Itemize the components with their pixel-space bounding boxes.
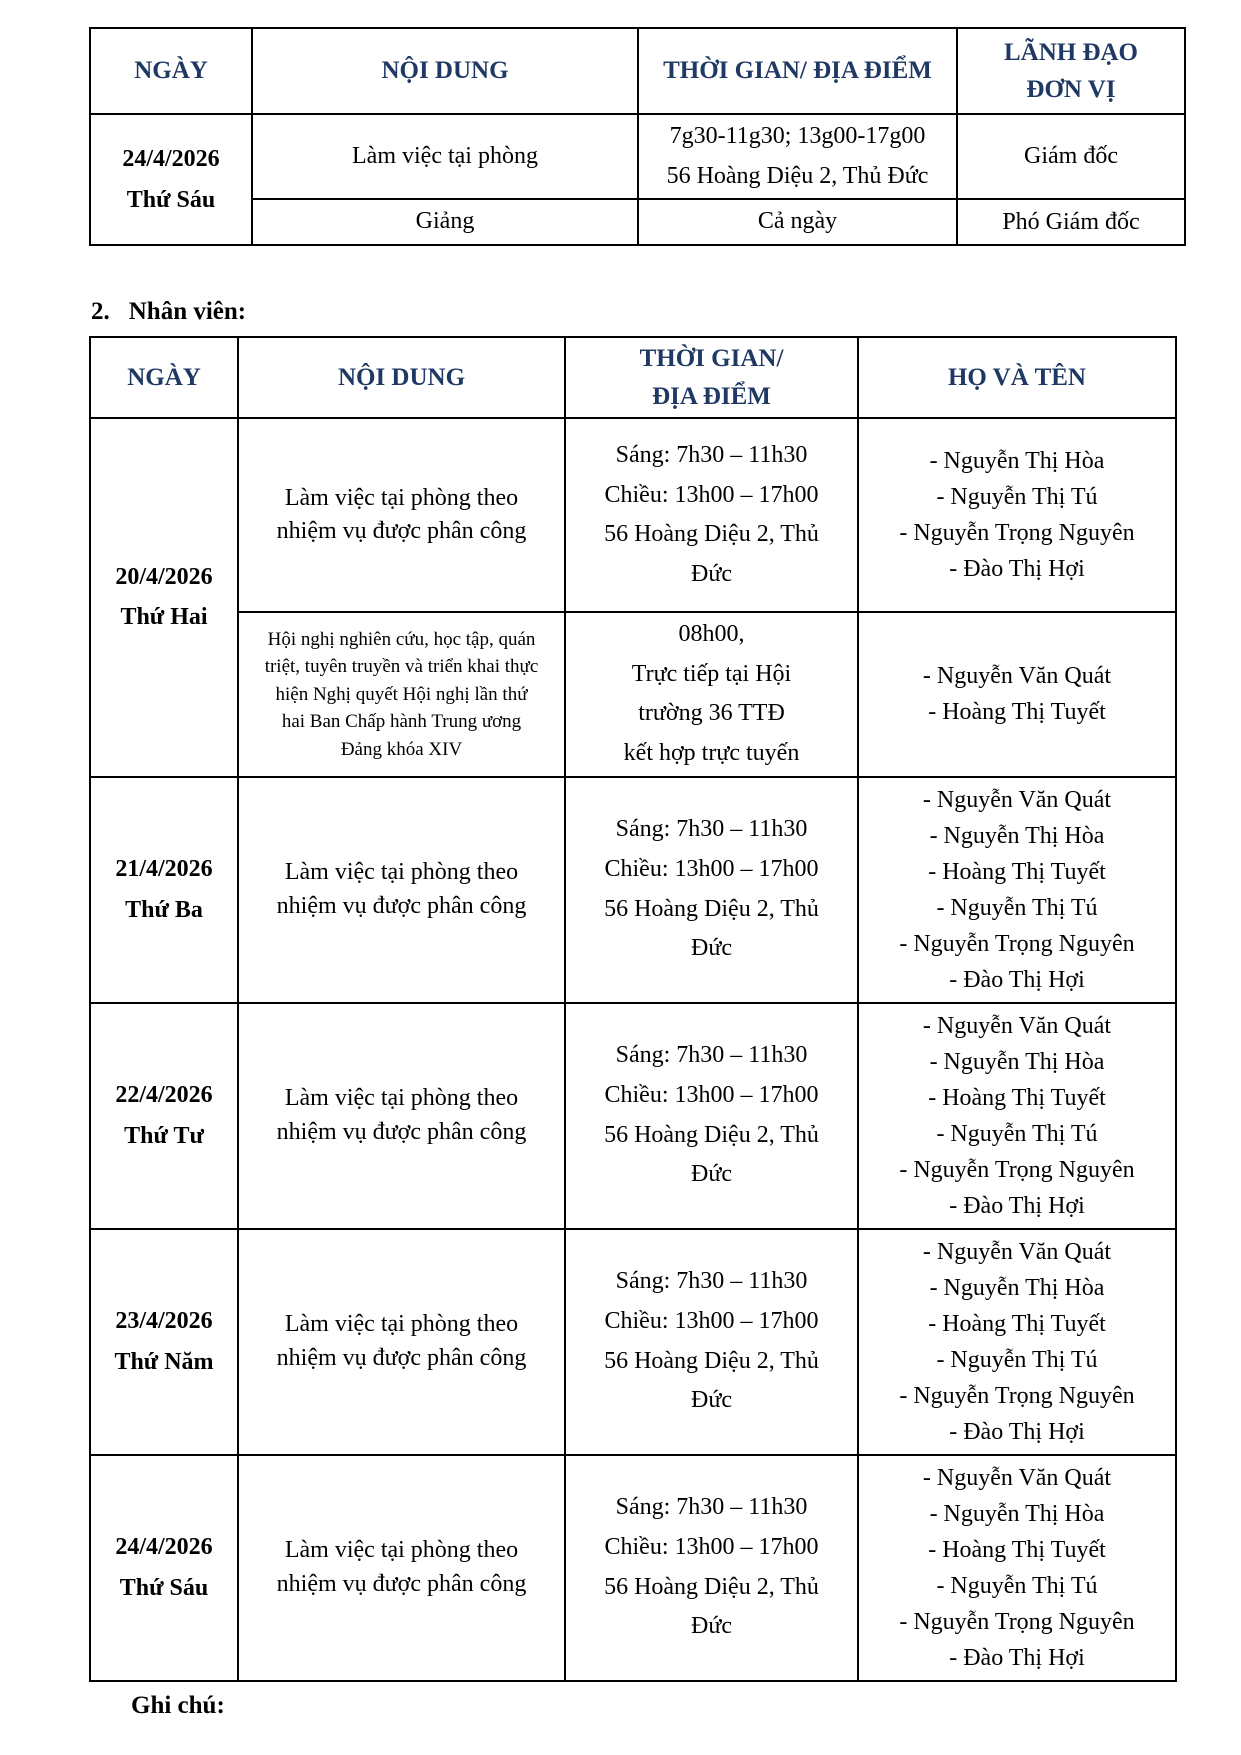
staff-names-cell [858, 1455, 1176, 1681]
note-label: Ghi chú: [131, 1691, 225, 1719]
person-name: - Nguyễn Thị Tú [936, 1572, 1098, 1599]
leader-col-header-leader [957, 28, 1185, 114]
staff-names-cell [858, 1229, 1176, 1455]
leader-content-cell [252, 114, 638, 199]
person-name: - Nguyễn Thị Tú [936, 484, 1098, 511]
staff-content-cell [238, 1229, 565, 1455]
person-name: - Đào Thị Hợi [949, 556, 1085, 583]
time-line: kết hợp trực tuyến [623, 739, 800, 766]
person-name: - Nguyễn Trọng Nguyên [899, 520, 1135, 547]
leader-schedule-table [89, 27, 1186, 246]
leader-date-cell [90, 114, 252, 245]
time-line: Chiều: 13h00 – 17h00 [604, 1307, 819, 1334]
person-name: - Đào Thị Hợi [949, 966, 1085, 993]
staff-row-wednesday [90, 1003, 1176, 1229]
time-line: Trực tiếp tại Hội [631, 660, 792, 687]
person-name: - Hoàng Thị Tuyết [928, 1536, 1106, 1563]
header-line: ĐỊA ĐIỂM [652, 382, 771, 410]
staff-table-header-row [90, 337, 1176, 418]
staff-row-monday-office [90, 418, 1176, 612]
staff-row-tuesday [90, 777, 1176, 1003]
staff-content-cell [238, 612, 565, 776]
staff-names-cell [858, 612, 1176, 776]
weekday-text: Thứ Năm [114, 1348, 214, 1375]
content-line: nhiệm vụ được phân công [276, 892, 527, 919]
staff-date-cell [90, 1229, 238, 1455]
person-name: - Nguyễn Thị Hòa [929, 1048, 1105, 1075]
leader-col-header-time: THỜI GIAN/ ĐỊA ĐIỂM [638, 28, 957, 114]
leader-content-cell [252, 199, 638, 245]
time-line: Sáng: 7h30 – 11h30 [615, 442, 808, 468]
time-line: Sáng: 7h30 – 11h30 [615, 1494, 808, 1521]
staff-schedule-table [89, 336, 1177, 1681]
staff-row-friday [90, 1455, 1176, 1681]
leader-table-header-row [90, 28, 1185, 114]
time-line: 56 Hoàng Diệu 2, Thủ [604, 521, 819, 548]
staff-content-cell [238, 418, 565, 612]
time-line: Chiều: 13h00 – 17h00 [604, 1533, 819, 1560]
content-line: Làm việc tại phòng theo [284, 484, 519, 511]
weekday-text: Thứ Ba [125, 896, 203, 923]
leader-time-cell [638, 199, 957, 245]
person-name: - Nguyễn Văn Quát [922, 1012, 1112, 1039]
person-name: - Nguyễn Thị Hòa [929, 822, 1105, 849]
staff-col-header-name: HỌ VÀ TÊN [858, 337, 1176, 418]
leader-col-header-content: NỘI DUNG [252, 28, 638, 114]
person-name: - Nguyễn Thị Hòa [929, 1500, 1105, 1527]
time-line: Chiều: 13h00 – 17h00 [604, 481, 819, 508]
section-title: Nhân viên: [128, 298, 247, 326]
content-line: Làm việc tại phòng theo [284, 1310, 519, 1337]
person-name: - Nguyễn Thị Tú [936, 894, 1098, 921]
leader-title-cell: Phó Giám đốc [957, 199, 1185, 245]
time-line: Chiều: 13h00 – 17h00 [604, 855, 819, 882]
staff-row-thursday [90, 1229, 1176, 1455]
staff-time-cell [565, 777, 858, 1003]
person-name: - Hoàng Thị Tuyết [928, 858, 1106, 885]
section-number: 2. [91, 298, 110, 326]
date-text: 23/4/2026 [115, 1307, 213, 1334]
content-line: Làm việc tại phòng theo [284, 1536, 519, 1563]
person-name: - Nguyễn Thị Hòa [929, 448, 1105, 475]
content-line: nhiệm vụ được phân công [276, 518, 527, 545]
weekday-text: Thứ Tư [124, 1122, 204, 1149]
time-line: Sáng: 7h30 – 11h30 [615, 816, 808, 843]
person-name: - Đào Thị Hợi [949, 1192, 1085, 1219]
section-heading [91, 298, 1241, 326]
staff-date-cell [90, 1455, 238, 1681]
staff-time-cell [565, 1003, 858, 1229]
staff-date-cell [90, 418, 238, 776]
header-line: ĐƠN VỊ [1026, 76, 1116, 103]
time-line: Đức [691, 1387, 732, 1414]
time-line: 7g30-11g30; 13g00-17g00 [669, 123, 926, 149]
time-line: 08h00, [678, 621, 745, 648]
person-name: - Nguyễn Thị Hòa [929, 1274, 1105, 1301]
content-line: nhiệm vụ được phân công [276, 1570, 527, 1597]
person-name: - Đào Thị Hợi [949, 1644, 1085, 1671]
time-line: trường 36 TTĐ [638, 700, 785, 727]
person-name: - Nguyễn Văn Quát [922, 663, 1112, 690]
time-line: Đức [691, 935, 732, 962]
weekday-text: Thứ Hai [120, 604, 208, 631]
time-line: Đức [691, 1613, 732, 1640]
staff-time-cell [565, 418, 858, 612]
time-line: 56 Hoàng Diệu 2, Thủ [604, 1573, 819, 1600]
staff-time-cell [565, 1229, 858, 1455]
person-name: - Hoàng Thị Tuyết [928, 1084, 1106, 1111]
staff-content-cell [238, 1003, 565, 1229]
staff-time-cell [565, 1455, 858, 1681]
header-line: LÃNH ĐẠO [1003, 38, 1139, 66]
date-text: 21/4/2026 [115, 855, 213, 882]
conference-content-text: Hội nghị nghiên cứu, học tập, quán triệt, tuyên truyền và triển khai thực hiện Nghị quyết Hội nghị lần thứ hai Ban Chấp hành Trung ương Đảng khóa XIV [264, 628, 539, 760]
person-name: - Đào Thị Hợi [949, 1418, 1085, 1445]
person-name: - Nguyễn Trọng Nguyên [899, 930, 1135, 957]
leader-title-cell: Giám đốc [957, 114, 1185, 199]
weekday-text: Thứ Sáu [119, 1574, 209, 1601]
weekday-text: Thứ Sáu [126, 186, 216, 213]
time-line: 56 Hoàng Diệu 2, Thủ Đức [666, 162, 929, 189]
staff-names-cell [858, 777, 1176, 1003]
leader-row-morning [90, 114, 1185, 199]
person-name: - Hoàng Thị Tuyết [928, 699, 1106, 726]
person-name: - Nguyễn Văn Quát [922, 786, 1112, 813]
time-line: 56 Hoàng Diệu 2, Thủ [604, 1121, 819, 1148]
content-line: nhiệm vụ được phân công [276, 1344, 527, 1371]
content-line: Làm việc tại phòng [352, 142, 538, 169]
time-line: Đức [691, 560, 732, 587]
leader-time-cell [638, 114, 957, 199]
staff-col-header-time [565, 337, 858, 418]
content-line: Làm việc tại phòng theo [284, 858, 519, 885]
person-name: - Nguyễn Thị Tú [936, 1120, 1098, 1147]
staff-content-cell [238, 777, 565, 1003]
leader-col-header-date: NGÀY [90, 28, 252, 114]
time-line: 56 Hoàng Diệu 2, Thủ [604, 1347, 819, 1374]
staff-col-header-date: NGÀY [90, 337, 238, 418]
staff-date-cell [90, 777, 238, 1003]
date-text: 22/4/2026 [115, 1081, 213, 1108]
time-line: 56 Hoàng Diệu 2, Thủ [604, 895, 819, 922]
staff-row-monday-conference [90, 612, 1176, 776]
date-text: 24/4/2026 [115, 1533, 213, 1560]
content-line: nhiệm vụ được phân công [276, 1118, 527, 1145]
time-line: Chiều: 13h00 – 17h00 [604, 1081, 819, 1108]
person-name: - Nguyễn Văn Quát [922, 1464, 1112, 1491]
staff-names-cell [858, 1003, 1176, 1229]
time-line: Sáng: 7h30 – 11h30 [615, 1042, 808, 1069]
time-line: Đức [691, 1161, 732, 1188]
staff-names-cell [858, 418, 1176, 612]
staff-date-cell [90, 1003, 238, 1229]
person-name: - Nguyễn Văn Quát [922, 1238, 1112, 1265]
content-line: Làm việc tại phòng theo [284, 1084, 519, 1111]
person-name: - Hoàng Thị Tuyết [928, 1310, 1106, 1337]
leader-row-teaching [90, 199, 1185, 245]
date-text: 24/4/2026 [122, 145, 220, 172]
person-name: - Nguyễn Trọng Nguyên [899, 1382, 1135, 1409]
person-name: - Nguyễn Trọng Nguyên [899, 1156, 1135, 1183]
header-line: THỜI GIAN/ [639, 345, 784, 373]
person-name: - Nguyễn Thị Tú [936, 1346, 1098, 1373]
time-line: Sáng: 7h30 – 11h30 [615, 1268, 808, 1295]
content-line: Giảng [415, 208, 475, 235]
staff-content-cell [238, 1455, 565, 1681]
time-line: Cả ngày [757, 208, 838, 235]
date-text: 20/4/2026 [115, 563, 213, 590]
person-name: - Nguyễn Trọng Nguyên [899, 1608, 1135, 1635]
staff-col-header-content: NỘI DUNG [238, 337, 565, 418]
staff-time-cell [565, 612, 858, 776]
